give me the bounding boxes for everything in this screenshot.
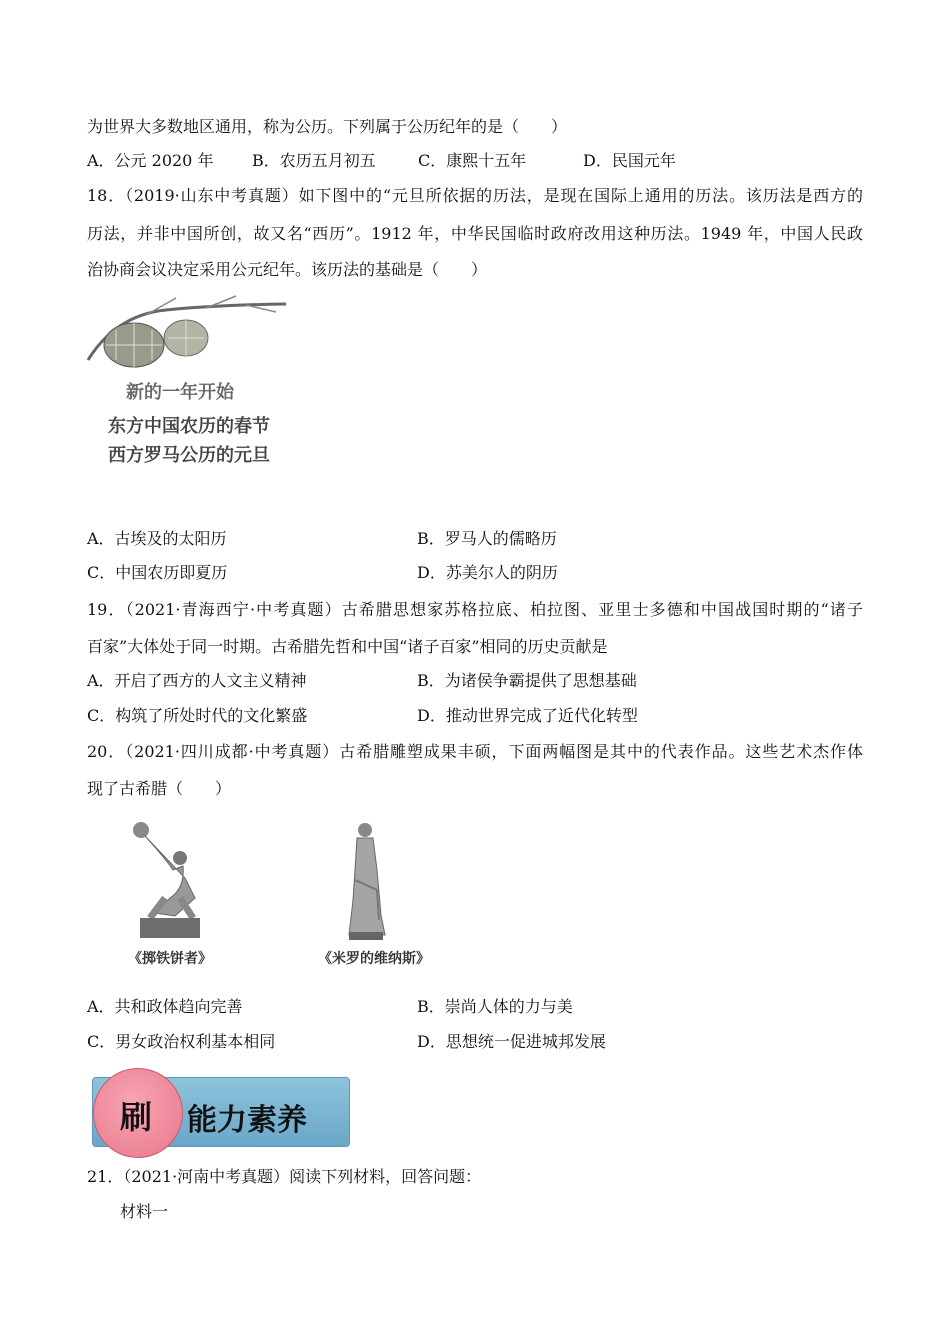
q18-option-b: B．罗马人的儒略历	[417, 529, 557, 548]
q19-stem-line1: 19．（2021·青海西宁·中考真题）古希腊思想家苏格拉底、柏拉图、亚里士多德和中国战国时期的“诸子	[87, 600, 863, 619]
q21-stem: 21．（2021·河南中考真题）阅读下列材料，回答问题：	[87, 1167, 482, 1186]
q20-option-d: D．思想统一促进城邦发展	[417, 1032, 606, 1051]
q20-stem-line1: 20．（2021·四川成都·中考真题）古希腊雕塑成果丰硕，下面两幅图是其中的代表作品。这些艺术杰作体	[87, 742, 863, 761]
q17-option-c: C．康熙十五年	[418, 151, 527, 170]
figure-line-3: 西方罗马公历的元旦	[108, 445, 270, 466]
q19-option-c: C．构筑了所处时代的文化繁盛	[87, 706, 308, 725]
q18-option-c: C．中国农历即夏历	[87, 563, 228, 582]
q20-stem-line2: 现了古希腊（ ）	[87, 779, 232, 798]
q19-option-b: B．为诸侯争霸提供了思想基础	[417, 671, 637, 690]
q20-option-c: C．男女政治权利基本相同	[87, 1032, 276, 1051]
discobolus-statue-image	[125, 818, 215, 943]
q18-stem-line3: 治协商会议决定采用公元纪年。该历法的基础是（ ）	[87, 260, 488, 279]
section-badge: 刷	[120, 1098, 153, 1136]
q17-option-b: B．农历五月初五	[252, 151, 376, 170]
new-year-figure	[86, 290, 296, 470]
q18-stem-line1: 18．（2019·山东中考真题）如下图中的“元旦所依据的历法，是现在国际上通用的历法。该历法是西方的	[87, 186, 863, 205]
caption-venus: 《米罗的维纳斯》	[318, 951, 430, 967]
q18-option-a: A．古埃及的太阳历	[87, 529, 227, 548]
lantern-branch-icon	[86, 290, 296, 370]
q17-stem: 为世界大多数地区通用，称为公历。下列属于公历纪年的是（ ）	[87, 117, 568, 136]
venus-de-milo-statue-image	[335, 820, 395, 945]
figure-line-2: 东方中国农历的春节	[108, 416, 270, 437]
section-title: 能力素养	[187, 1103, 307, 1138]
q17-option-a: A．公元 2020 年	[87, 151, 214, 170]
q17-option-d: D．民国元年	[583, 151, 676, 170]
q20-option-a: A．共和政体趋向完善	[87, 997, 243, 1016]
q21-material-label: 材料一	[120, 1202, 169, 1221]
q18-stem-line2: 历法，并非中国所创，故又名“西历”。1912 年，中华民国临时政府改用这种历法。1949 年，中国人民政	[87, 224, 863, 243]
q19-stem-line2: 百家”大体处于同一时期。古希腊先哲和中国“诸子百家”相同的历史贡献是	[87, 637, 608, 656]
figure-line-1: 新的一年开始	[126, 382, 234, 403]
caption-discobolus: 《掷铁饼者》	[128, 951, 212, 967]
q20-option-b: B．崇尚人体的力与美	[417, 997, 573, 1016]
q18-option-d: D．苏美尔人的阴历	[417, 563, 558, 582]
q19-option-d: D．推动世界完成了近代化转型	[417, 706, 638, 725]
q19-option-a: A．开启了西方的人文主义精神	[87, 671, 307, 690]
